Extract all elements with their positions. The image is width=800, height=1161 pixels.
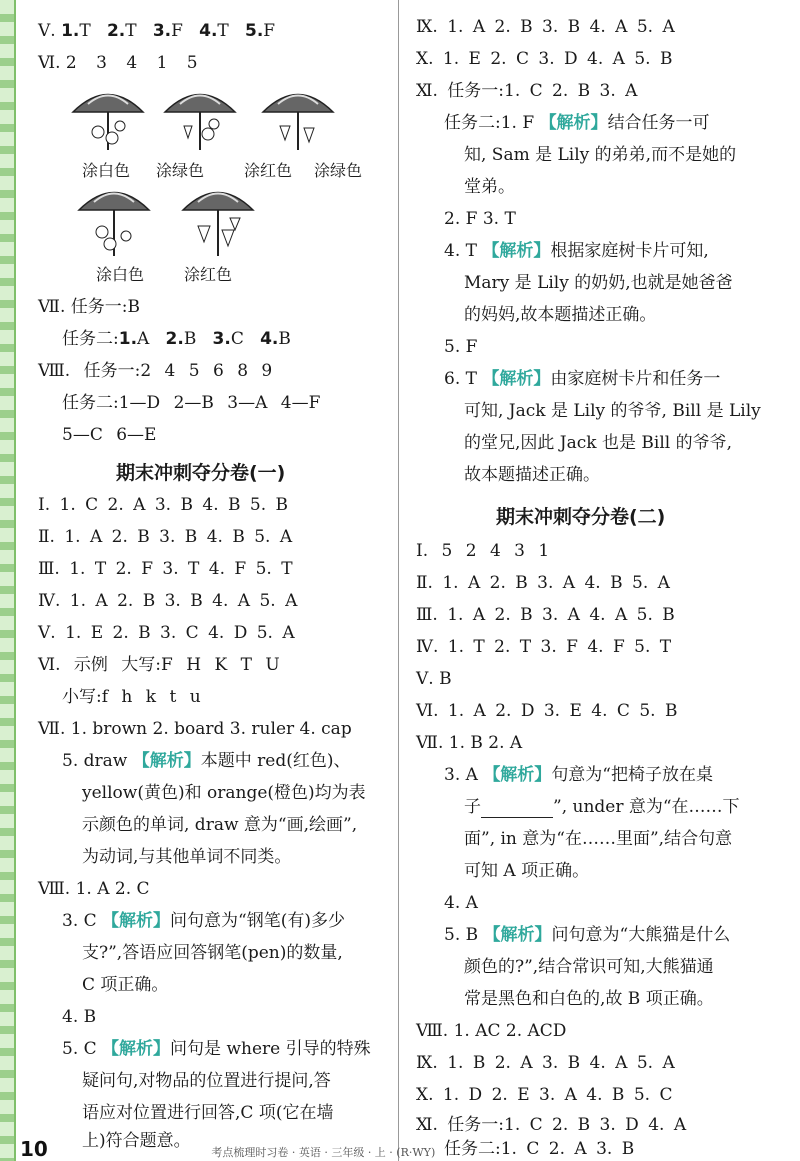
answer-line: Ⅸ. 1. A 2. B 3. B 4. A 5. A xyxy=(416,17,675,37)
explanation-line: 语应对位置进行回答,C 项(它在墙 xyxy=(82,1103,334,1123)
answer-line: Ⅳ. 1. T 2. T 3. F 4. F 5. T xyxy=(416,637,672,657)
mushroom-berry-icon xyxy=(258,82,338,154)
decorative-wavy-edge xyxy=(0,0,16,1161)
explanation-line: 堂弟。 xyxy=(464,177,515,197)
section-heading: 期末冲刺夺分卷(二) xyxy=(496,506,666,528)
answer-line: 4. B xyxy=(62,1007,97,1027)
answer-line: 5. F xyxy=(444,337,478,357)
answer-line: Ⅶ. 1. B 2. A xyxy=(416,733,523,753)
explanation-line: 3. C 【解析】问句意为“钢笔(有)多少 xyxy=(62,911,346,931)
answer-line: Ⅷ. 1. A 2. C xyxy=(38,879,150,899)
explanation-line: 面”, in 意为“在……里面”,结合句意 xyxy=(464,829,733,849)
answer-line: Ⅴ. B xyxy=(416,669,452,689)
explanation-line: 知, Sam 是 Lily 的弟弟,而不是她的 xyxy=(464,145,737,165)
explanation-line: 任务二:1. F 【解析】结合任务一可 xyxy=(444,113,710,133)
answer-line: Ⅺ. 任务一:1. C 2. B 3. A xyxy=(416,81,638,101)
explanation-line: C 项正确。 xyxy=(82,975,169,995)
answer-line: Ⅴ. 1.T 2.T 3.F 4.T 5.F xyxy=(38,21,276,41)
answer-line: 任务二:1—D 2—B 3—A 4—F xyxy=(62,393,321,413)
column-divider xyxy=(398,0,399,1161)
page-footer xyxy=(20,1137,435,1161)
flower-caption: 涂红色 xyxy=(184,265,233,284)
answer-line: Ⅸ. 1. B 2. A 3. B 4. A 5. A xyxy=(416,1053,675,1073)
explanation-line: 上)符合题意。 xyxy=(82,1131,191,1151)
answer-line: 小写:f h k t u xyxy=(62,687,201,707)
mushroom-berry-icon xyxy=(178,180,258,260)
explanation-line: 可知, Jack 是 Lily 的爷爷, Bill 是 Lily xyxy=(464,401,761,421)
explanation-line: 的妈妈,故本题描述正确。 xyxy=(464,305,657,325)
explanation-line: 3. A 【解析】句意为“把椅子放在桌 xyxy=(444,765,714,785)
flower-caption: 涂红色 xyxy=(244,161,293,180)
explanation-line: 故本题描述正确。 xyxy=(464,465,600,485)
explanation-line: 4. T 【解析】根据家庭树卡片可知, xyxy=(444,241,709,261)
answer-line: 2. F 3. T xyxy=(444,209,516,229)
answer-line: Ⅰ. 1. C 2. A 3. B 4. B 5. B xyxy=(38,495,289,515)
explanation-line: yellow(黄色)和 orange(橙色)均为表 xyxy=(82,783,366,803)
page-number: 10 xyxy=(20,1137,48,1161)
footer-text: 考点梳理时习卷 · 英语 · 三年级 · 上 · (R·WY) xyxy=(211,1146,436,1159)
section-heading: 期末冲刺夺分卷(一) xyxy=(116,462,286,484)
answer-line: Ⅰ. 5 2 4 3 1 xyxy=(416,541,550,561)
explanation-line: 疑问句,对物品的位置进行提问,答 xyxy=(82,1071,331,1091)
fill-blank xyxy=(481,801,553,818)
explanation-line: 5. C 【解析】问句是 where 引导的特殊 xyxy=(62,1039,371,1059)
answer-line: 4. A xyxy=(444,893,478,913)
explanation-line: 示颜色的单词, draw 意为“画,绘画”, xyxy=(82,815,358,835)
answer-line: Ⅴ. 1. E 2. B 3. C 4. D 5. A xyxy=(38,623,295,643)
answer-line: Ⅳ. 1. A 2. B 3. B 4. A 5. A xyxy=(38,591,298,611)
mushroom-flower-icon xyxy=(68,82,148,154)
answer-line: Ⅹ. 1. D 2. E 3. A 4. B 5. C xyxy=(416,1085,673,1105)
explanation-line: 支?”,答语应回答钢笔(pen)的数量, xyxy=(82,943,343,963)
explanation-line: 为动词,与其他单词不同类。 xyxy=(82,847,292,867)
answer-line: 任务二:1.A 2.B 3.C 4.B xyxy=(62,329,291,349)
explanation-line: Mary 是 Lily 的奶奶,也就是她爸爸 xyxy=(464,273,733,293)
mushroom-flower-icon xyxy=(74,180,154,260)
answer-line: Ⅹ. 1. E 2. C 3. D 4. A 5. B xyxy=(416,49,673,69)
answer-line: Ⅵ. 示例 大写:F H K T U xyxy=(38,655,280,675)
answer-line: Ⅶ. 任务一:B xyxy=(38,297,140,317)
flower-caption: 涂白色 xyxy=(82,161,131,180)
answer-line: Ⅵ. 1. A 2. D 3. E 4. C 5. B xyxy=(416,701,678,721)
explanation-line: 5. B 【解析】问句意为“大熊猫是什么 xyxy=(444,925,731,945)
mushroom-berry-icon xyxy=(160,82,240,154)
answer-line: 任务二:1. C 2. A 3. B xyxy=(444,1139,635,1159)
explanation-line: 5. draw 【解析】本题中 red(红色)、 xyxy=(62,751,351,771)
answer-line: Ⅷ. 任务一:2 4 5 6 8 9 xyxy=(38,361,273,381)
answer-line: Ⅷ. 1. AC 2. ACD xyxy=(416,1021,567,1041)
explanation-line: 颜色的?”,结合常识可知,大熊猫通 xyxy=(464,957,714,977)
flower-caption: 涂白色 xyxy=(96,265,145,284)
explanation-line: 常是黑色和白色的,故 B 项正确。 xyxy=(464,989,714,1009)
answer-line: 5—C 6—E xyxy=(62,425,157,445)
explanation-line: 6. T 【解析】由家庭树卡片和任务一 xyxy=(444,369,721,389)
answer-line: Ⅲ. 1. T 2. F 3. T 4. F 5. T xyxy=(38,559,293,579)
explanation-line: 可知 A 项正确。 xyxy=(464,861,590,881)
explanation-line: 的堂兄,因此 Jack 也是 Bill 的爷爷, xyxy=(464,433,732,453)
flower-caption: 涂绿色 xyxy=(314,161,363,180)
answer-line: Ⅶ. 1. brown 2. board 3. ruler 4. cap xyxy=(38,719,352,739)
answer-line: Ⅺ. 任务一:1. C 2. B 3. D 4. A xyxy=(416,1115,687,1135)
answer-line: Ⅱ. 1. A 2. B 3. B 4. B 5. A xyxy=(38,527,293,547)
answer-line: Ⅵ. 2 3 4 1 5 xyxy=(38,53,198,73)
flower-caption: 涂绿色 xyxy=(156,161,205,180)
explanation-line: 子 ”, under 意为“在……下 xyxy=(464,797,740,817)
answer-line: Ⅱ. 1. A 2. B 3. A 4. B 5. A xyxy=(416,573,670,593)
answer-line: Ⅲ. 1. A 2. B 3. A 4. A 5. B xyxy=(416,605,675,625)
